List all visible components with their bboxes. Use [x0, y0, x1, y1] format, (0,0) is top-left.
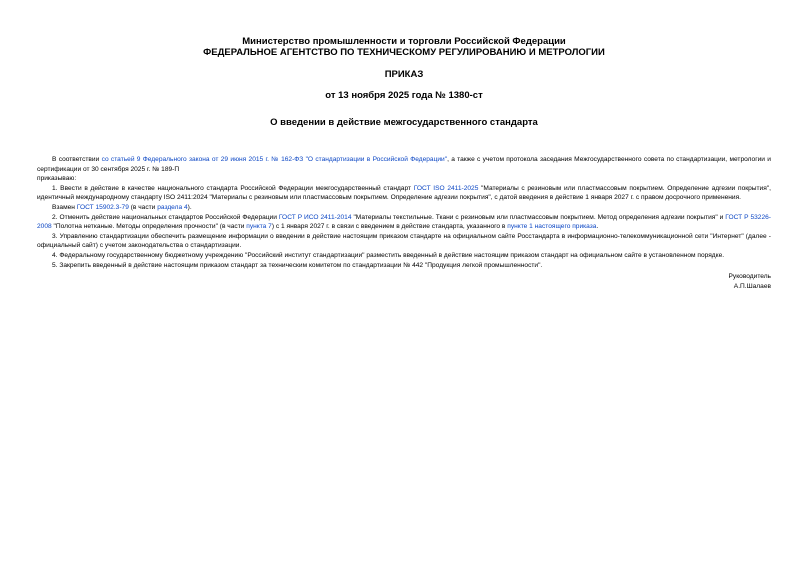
p1-lead: 1. Ввести в действие в качестве национального стандарта Российской Федерации межгосударственный стандарт: [52, 184, 414, 192]
p2-mid1: "Материалы текстильные. Ткани с резиновым или пластмассовым покрытием. Метод определения адгезии покрытия" и: [351, 213, 726, 221]
link-section-4[interactable]: раздела 4: [157, 203, 188, 211]
link-gost-r-53226-2008[interactable]: ГОСТ Р 53226-2008: [37, 213, 771, 231]
link-point-7[interactable]: пункта 7: [246, 223, 272, 231]
p1b-mid: (в части: [128, 203, 158, 211]
paragraph-3: 3. Управлению стандартизации обеспечить размещение информации о введении в действие настоящим приказом стандарте на официальном сайте Росстандарта в информационно-телекоммуникационной сети "Интернет" (далее - официальный сайт) с учетом законодательства о стандартизации.: [37, 232, 771, 250]
preamble-tail: , а также с учетом протокола заседания Межгосударственного совета по стандартизации, метрологии и сертификации от 30 сентября 2025 г. № 189-П: [37, 156, 771, 173]
link-federal-law[interactable]: со статьей 9 Федерального закона от 29 июня 2015 г. № 162-ФЗ "О стандартизации в Российской Федерации": [101, 156, 448, 163]
order-date: от 13 ноября 2025 года № 1380-ст: [325, 90, 483, 101]
p1b-tail: ).: [187, 203, 192, 211]
document-body: [37, 155, 771, 292]
order-title: О введении в действие межгосударственного стандарта: [270, 117, 538, 128]
preamble-lead: В соответствии: [52, 156, 102, 163]
paragraph-1-replacement: [37, 203, 771, 213]
link-gost-r-iso-2411-2014[interactable]: ГОСТ Р ИСО 2411-2014: [278, 213, 352, 221]
paragraph-2: [37, 213, 771, 232]
paragraph-4: 4. Федеральному государственному бюджетному учреждению "Российский институт стандартизации" разместить введенный в действие настоящим приказом стандарт на официальном сайте в установленном порядке.: [52, 251, 725, 259]
link-gost-15902-3-79[interactable]: ГОСТ 15902.3-79: [76, 203, 129, 211]
p1-tail: "Материалы с резиновым или пластмассовым покрытием. Определение адгезии покрытия", идентичный международному стандарту ISO 2411:2024 "Материалы с резиновым или пластмассовым покрытием. Определение адгезии покрытия", с датой введения в действие 1 января 2027 г. с правом досрочного применения.: [37, 184, 771, 202]
paragraph-5: 5. Закрепить введенный в действие настоящим приказом стандарт за техническим комитетом по стандартизации № 442 "Продукция легкой промышленности".: [52, 261, 543, 269]
p2-mid2: "Полотна нетканые. Методы определения прочности" (в части: [51, 223, 247, 231]
p2-tail: .: [596, 223, 599, 231]
ministry-name: Министерство промышленности и торговли Российской Федерации: [242, 36, 566, 47]
preamble-paragraph: [37, 155, 771, 174]
signature-name: А.П.Шалаев: [733, 283, 771, 291]
p2-mid3: ) с 1 января 2027 г. в связи с введением в действие стандарта, указанного в: [271, 223, 508, 231]
signature-role: Руководитель: [728, 273, 771, 281]
order-command: приказываю:: [37, 175, 77, 183]
link-gost-iso-2411-2025[interactable]: ГОСТ ISO 2411-2025: [413, 184, 479, 192]
link-point-1-order[interactable]: пункте 1 настоящего приказа: [507, 223, 597, 231]
agency-name: ФЕДЕРАЛЬНОЕ АГЕНТСТВО ПО ТЕХНИЧЕСКОМУ РЕГУЛИРОВАНИЮ И МЕТРОЛОГИИ: [203, 47, 605, 58]
order-heading: ПРИКАЗ: [384, 69, 424, 80]
paragraph-1: [37, 184, 771, 203]
signature-block: [37, 272, 771, 292]
p2-lead: 2. Отменить действие национальных стандартов Российской Федерации: [52, 213, 279, 221]
p1b-lead: Взамен: [52, 203, 77, 211]
